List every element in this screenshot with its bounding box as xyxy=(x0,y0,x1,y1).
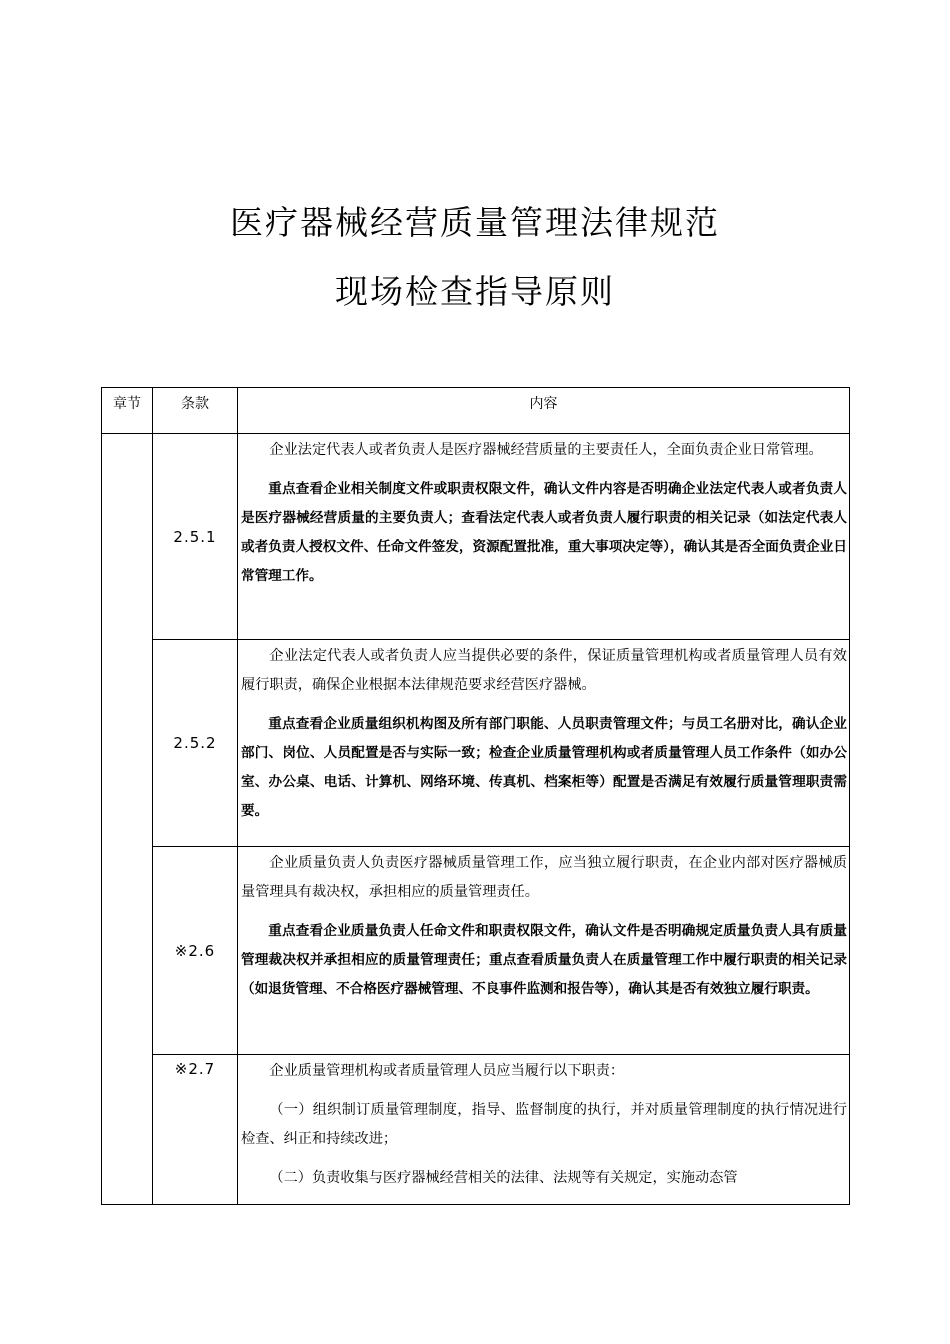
document-title-line2: 现场检查指导原则 xyxy=(335,272,615,311)
inspection-table xyxy=(101,387,850,1205)
content-paragraph: （二）负责收集与医疗器械经营相关的法律、法规等有关规定，实施动态管 xyxy=(269,1170,738,1186)
content-paragraph: 企业法定代表人或者负责人是医疗器械经营质量的主要责任人，全面负责企业日常管理。 xyxy=(269,442,823,458)
clause-number: 2.5.2 xyxy=(153,640,238,847)
inspection-paragraph: 重点查看企业质量负责人任命文件和职责权限文件，确认文件是否明确规定质量负责人具有质量管理裁决权并承担相应的质量管理责任；重点查看质量负责人在质量管理工作中履行职责的相关记录（如退货管理、不合格医疗器械管理、不良事件监测和报告等），确认其是否有效独立履行职责。 xyxy=(241,923,847,997)
table-header-row xyxy=(102,388,850,434)
document-title-line1: 医疗器械经营质量管理法律规范 xyxy=(230,203,720,242)
table-row xyxy=(102,640,850,847)
table-row xyxy=(102,434,850,640)
content-cell xyxy=(238,434,850,640)
table-row xyxy=(102,847,850,1055)
inspection-paragraph: 重点查看企业质量组织机构图及所有部门职能、人员职责管理文件；与员工名册对比，确认企业部门、岗位、人员配置是否与实际一致；检查企业质量管理机构或者质量管理人员工作条件（如办公室、办公桌、电话、计算机、网络环境、传真机、档案柜等）配置是否满足有效履行质量管理职责需要。 xyxy=(241,716,847,819)
content-paragraph: 企业质量负责人负责医疗器械质量管理工作，应当独立履行职责，在企业内部对医疗器械质量管理具有裁决权，承担相应的质量管理责任。 xyxy=(241,855,847,900)
clause-number: 2.5.1 xyxy=(153,434,238,640)
content-paragraph: 企业质量管理机构或者质量管理人员应当履行以下职责： xyxy=(269,1063,625,1079)
header-clause: 条款 xyxy=(153,388,238,434)
content-paragraph: （一）组织制订质量管理制度，指导、监督制度的执行，并对质量管理制度的执行情况进行检查、纠正和持续改进； xyxy=(241,1102,847,1147)
content-cell xyxy=(238,1055,850,1205)
content-cell xyxy=(238,640,850,847)
header-content: 内容 xyxy=(238,388,850,434)
table-row xyxy=(102,1055,850,1205)
chapter-cell xyxy=(102,434,153,1205)
inspection-paragraph: 重点查看企业相关制度文件或职责权限文件，确认文件内容是否明确企业法定代表人或者负责人是医疗器械经营质量的主要负责人；查看法定代表人或者负责人履行职责的相关记录（如法定代表人或者负责人授权文件、任命文件签发，资源配置批准，重大事项决定等），确认其是否全面负责企业日常管理工作。 xyxy=(241,481,847,584)
content-cell xyxy=(238,847,850,1055)
clause-number: ※2.7 xyxy=(153,1055,238,1205)
clause-number: ※2.6 xyxy=(153,847,238,1055)
header-chapter: 章节 xyxy=(102,388,153,434)
content-paragraph: 企业法定代表人或者负责人应当提供必要的条件，保证质量管理机构或者质量管理人员有效履行职责，确保企业根据本法律规范要求经营医疗器械。 xyxy=(241,648,847,693)
